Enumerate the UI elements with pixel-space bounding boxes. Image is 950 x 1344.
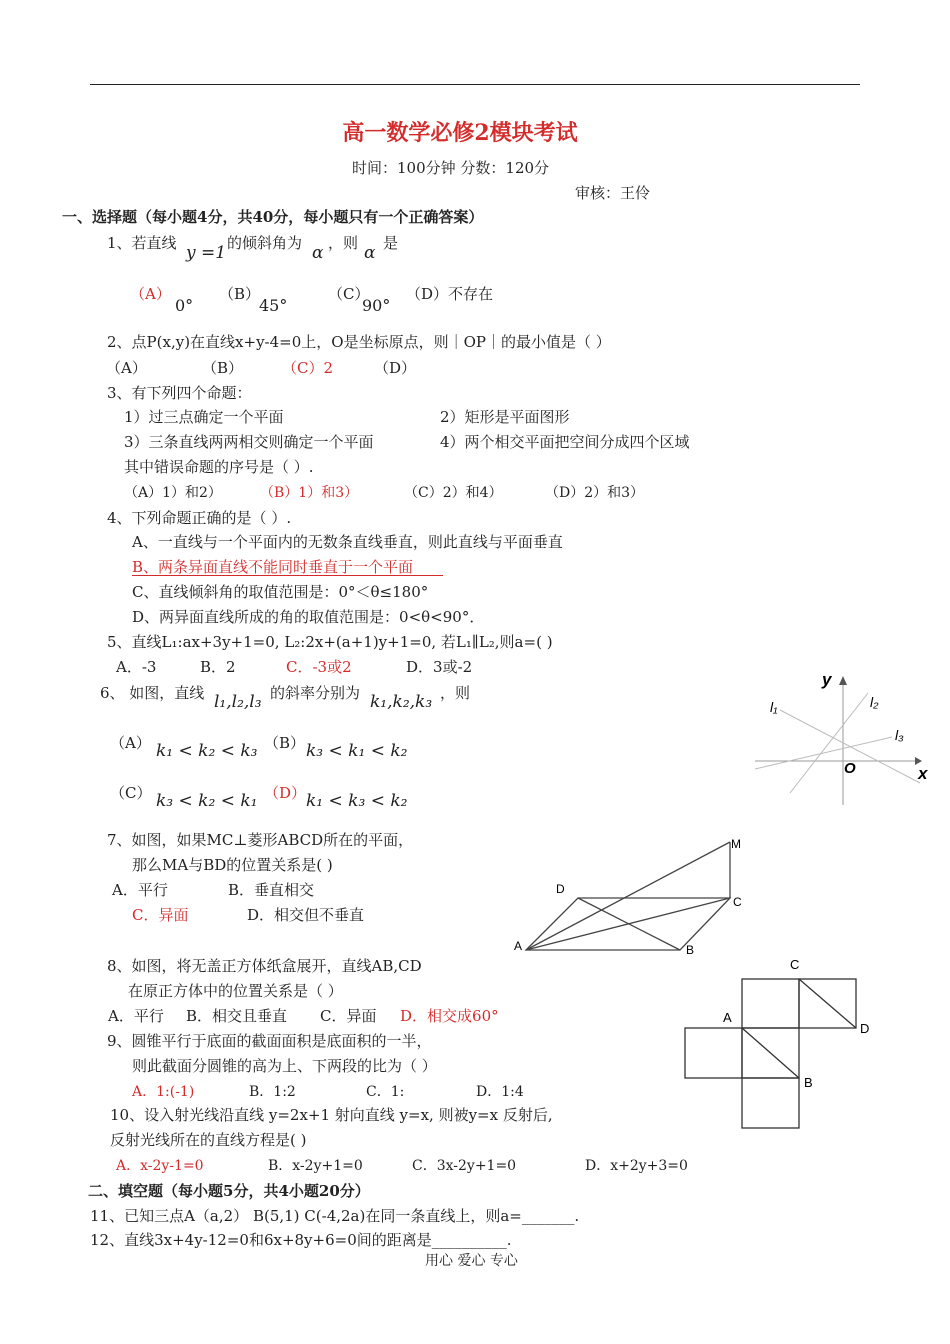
q8-stem-1: 8、如图，将无盖正方体纸盒展开，直线AB,CD	[107, 957, 422, 975]
label-a: A	[723, 1010, 732, 1025]
label-d: D	[556, 882, 565, 896]
q7-figure	[510, 830, 750, 960]
label-c: C	[790, 957, 800, 972]
q3-option-c: （C）2）和4）	[404, 485, 503, 501]
q3-option-d: （D）2）和3）	[545, 485, 645, 501]
q1-option-b-value: 45°	[259, 296, 288, 315]
q8-option-b: B．相交且垂直	[186, 1007, 288, 1025]
q1-option-a: （A）	[130, 285, 171, 303]
q1-equation: y =1	[186, 243, 227, 263]
x-label: x	[918, 764, 928, 783]
q1-alpha-1: α	[312, 243, 324, 263]
q6-lines: l₁,l₂,l₃	[214, 692, 262, 712]
q1-stem	[107, 232, 177, 253]
q3-item-4: 4）两个相交平面把空间分成四个区域	[440, 433, 690, 451]
line-ma	[526, 842, 730, 950]
q4-option-d: D、两异面直线所成的角的取值范围是：0<θ<90°．	[132, 608, 485, 626]
exam-meta: 时间：100分钟 分数：120分	[352, 159, 550, 177]
q7-option-b: B．垂直相交	[228, 881, 315, 899]
q1-option-d: （D）不存在	[406, 285, 494, 303]
l3-label: l₃	[895, 727, 904, 743]
q10-stem-1: 10、设入射光线沿直线 y=2x+1 射向直线 y=x, 则被y=x 反射后,	[110, 1106, 553, 1124]
q6-stem-b: 的斜率分别为	[270, 684, 361, 702]
q3-ask: 其中错误命题的序号是（ ）.	[124, 458, 314, 476]
q3-item-1: 1）过三点确定一个平面	[124, 408, 284, 426]
segment-ab	[742, 1028, 799, 1078]
label-b: B	[686, 943, 695, 957]
label-m: M	[731, 837, 741, 851]
q2-option-c: （C）2	[282, 359, 334, 377]
q8-figure	[680, 955, 880, 1130]
section1-heading: 一、选择题（每小题4分，共40分，每小题只有一个正确答案）	[62, 208, 484, 226]
q3-item-2: 2）矩形是平面图形	[440, 408, 570, 426]
q4-option-c: C、直线倾斜角的取值范围是：0°＜θ≤180°	[132, 583, 429, 601]
segment-cd	[799, 979, 856, 1028]
q1-option-c-value: 90°	[362, 296, 391, 315]
reviewer: 审核：王伶	[575, 184, 651, 202]
q7-option-a: A．平行	[112, 881, 168, 899]
q7-option-c: C．异面	[132, 906, 189, 924]
l2-label: l₂	[870, 694, 879, 710]
q6-option-c: （C）	[110, 784, 152, 802]
q6-stem-a: 6、 如图，直线	[100, 684, 205, 702]
q6-slopes: k₁,k₂,k₃	[370, 692, 433, 712]
q6-option-a: （A）	[110, 734, 151, 752]
q1-stem-a: 1、若直线	[107, 234, 177, 252]
q1-option-b: （B）	[219, 285, 261, 303]
q7-option-d: D．相交但不垂直	[247, 906, 365, 924]
q11: 11、已知三点A（a,2） B(5,1) C(-4,2a)在同一条直线上，则a=_______.	[90, 1207, 580, 1225]
q1-stem-d: 是	[383, 234, 399, 252]
page-title: 高一数学必修2模块考试	[342, 120, 578, 146]
header-rule	[90, 84, 860, 85]
y-label: y	[822, 670, 832, 689]
label-b: B	[804, 1075, 813, 1090]
label-a: A	[514, 939, 523, 953]
q1-option-c: （C）	[328, 285, 370, 303]
q2-option-b: （B）	[202, 359, 244, 377]
q4-option-a: A、一直线与一个平面内的无数条直线垂直，则此直线与平面垂直	[132, 533, 563, 551]
q1-stem-c: ，则	[328, 234, 359, 252]
q1-stem-b: 的倾斜角为	[227, 234, 303, 252]
q10-stem-2: 反射光线所在的直线方程是( )	[110, 1131, 307, 1149]
q5-option-c: C．-3或2	[286, 658, 352, 676]
q12: 12、直线3x+4y-12=0和6x+8y+6=0间的距离是__________.	[90, 1231, 512, 1249]
y-axis-arrow	[839, 676, 847, 685]
q5-option-b: B．2	[200, 658, 236, 676]
q9-stem-1: 9、圆锥平行于底面的截面面积是底面积的一半，	[107, 1032, 432, 1050]
line-bd	[578, 898, 680, 950]
net-top-left	[742, 979, 799, 1028]
q6-stem-c: ，则	[440, 684, 471, 702]
q6-option-b: （B）	[264, 734, 306, 752]
q6-figure	[750, 665, 940, 810]
q4-option-b: B、两条异面直线不能同时垂直于一个平面	[132, 558, 414, 576]
q9-stem-2: 则此截面分圆锥的高为上、下两段的比为（ ）	[132, 1057, 437, 1075]
q2-option-d: （D）	[374, 359, 417, 377]
line-l2	[790, 693, 868, 793]
q4-option-b-underline	[132, 575, 443, 576]
q7-stem-1: 7、如图，如果MC⊥菱形ABCD所在的平面，	[107, 831, 414, 849]
label-c: C	[733, 895, 742, 909]
q7-stem-2: 那么MA与BD的位置关系是( )	[132, 856, 333, 874]
q5-option-d: D．3或-2	[406, 658, 473, 676]
q8-option-c: C．异面	[320, 1007, 377, 1025]
q6-option-b-expr: k₃ < k₁ < k₂	[306, 741, 408, 761]
label-d: D	[860, 1021, 870, 1036]
q3-option-b: （B）1）和3）	[260, 485, 359, 501]
q4-stem: 4、下列命题正确的是（ ）.	[107, 509, 292, 527]
q3-option-a: （A）1）和2）	[124, 485, 222, 501]
net-mid-left	[685, 1028, 742, 1078]
q8-option-d: D．相交成60°	[400, 1007, 499, 1025]
q8-stem-2: 在原正方体中的位置关系是（ ）	[128, 982, 343, 1000]
q8-option-a: A．平行	[108, 1007, 164, 1025]
q9-option-c: C．1:	[366, 1084, 405, 1100]
line-l3	[755, 737, 892, 769]
q10-option-c: C．3x-2y+1=0	[412, 1158, 517, 1174]
q1-alpha-2: α	[364, 243, 376, 263]
q6-option-d: （D）	[264, 784, 307, 802]
q10-option-a: A．x-2y-1=0	[116, 1158, 204, 1174]
q5-stem: 5、直线L₁:ax+3y+1=0, L₂:2x+(a+1)y+1=0, 若L₁∥L₂,则a=( )	[107, 633, 553, 651]
q10-option-d: D．x+2y+3=0	[585, 1158, 688, 1174]
l1-label: l₁	[770, 699, 778, 715]
origin-label: O	[844, 760, 856, 777]
q6-option-a-expr: k₁ < k₂ < k₃	[156, 741, 258, 761]
section2-heading: 二、填空题（每小题5分，共4小题20分）	[88, 1182, 370, 1200]
q3-stem: 3、有下列四个命题：	[107, 384, 252, 402]
q2-option-a: （A）	[106, 359, 147, 377]
q9-option-d: D．1:4	[476, 1084, 524, 1100]
q9-option-b: B．1:2	[249, 1084, 296, 1100]
page-footer: 用心 爱心 专心	[425, 1253, 518, 1269]
q2-stem: 2、点P(x,y)在直线x+y-4=0上，O是坐标原点，则｜OP｜的最小值是（ ）	[107, 333, 611, 351]
q6-option-c-expr: k₃ < k₂ < k₁	[156, 791, 258, 811]
q9-option-a: A．1:(-1)	[132, 1084, 195, 1100]
q6-option-d-expr: k₁ < k₃ < k₂	[306, 791, 408, 811]
net-bottom-1	[742, 1078, 799, 1128]
q5-option-a: A．-3	[116, 658, 157, 676]
q1-option-a-value: 0°	[175, 296, 194, 315]
q3-item-3: 3）三条直线两两相交则确定一个平面	[124, 433, 374, 451]
q10-option-b: B．x-2y+1=0	[268, 1158, 363, 1174]
